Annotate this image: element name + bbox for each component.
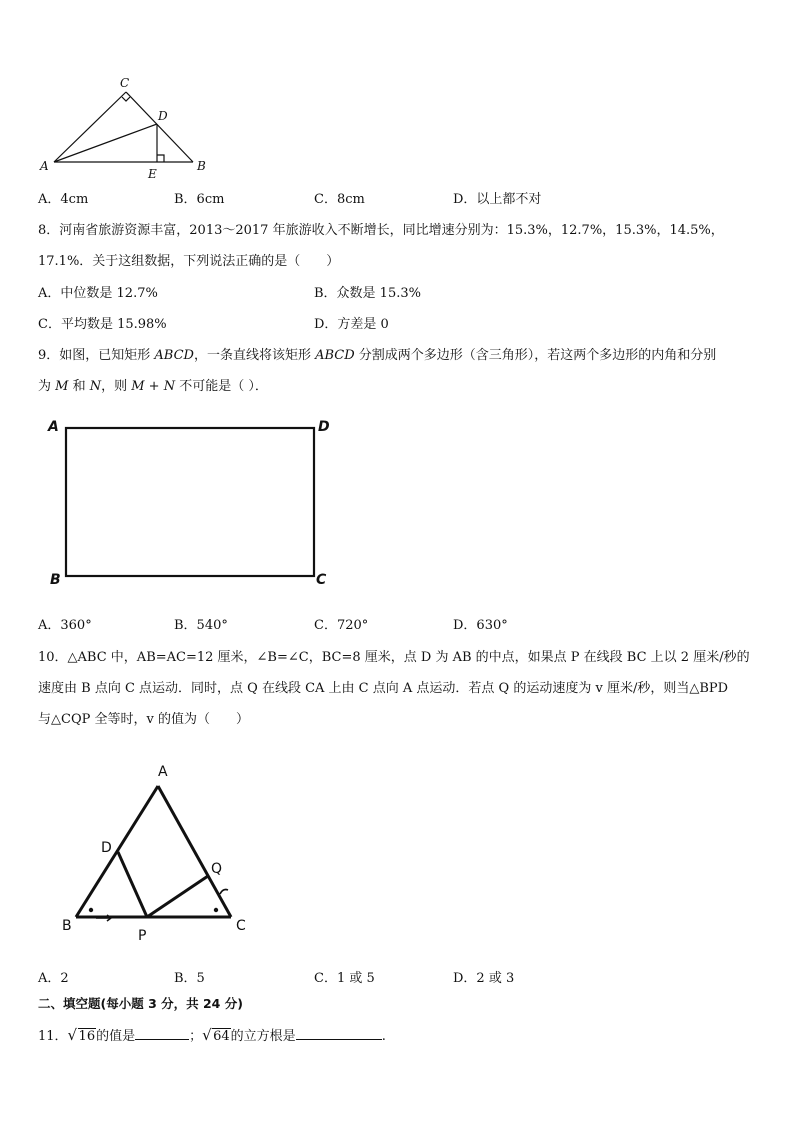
q11-stem xyxy=(38,1025,386,1044)
q7-label-a: A xyxy=(40,159,49,173)
q10-option-d: D．2 或 3 xyxy=(453,971,515,986)
q9-text: 9．如图，已知矩形 xyxy=(38,348,155,363)
q11-sqrt-16: √ 16 xyxy=(67,1026,96,1044)
q7-option-a: A．4cm xyxy=(38,192,89,207)
q10-stem-line1: 10．△ABC 中，AB=AC=12 厘米，∠B=∠C，BC=8 厘米，点 D 为 AB 的中点，如果点 P 在线段 BC 上以 2 厘米/秒的 xyxy=(38,650,750,665)
q8-option-d: D．方差是 0 xyxy=(314,317,389,332)
q7-option-b: B．6cm xyxy=(174,192,225,207)
q9-text: ，则 xyxy=(101,379,132,394)
q7-label-e: E xyxy=(148,167,157,181)
q10-label-q: Q xyxy=(211,861,223,877)
q9-option-c: C．720° xyxy=(314,618,369,633)
q9-label-a: A xyxy=(48,419,59,435)
q9-var-m: M xyxy=(55,379,69,394)
q10-label-p: P xyxy=(138,928,147,944)
q7-option-c: C．8cm xyxy=(314,192,365,207)
q11-blank-1[interactable] xyxy=(135,1027,189,1040)
q10-stem-line3: 与△CQP 全等时，v 的值为（ ） xyxy=(38,712,249,727)
q9-stem-line1 xyxy=(38,344,716,363)
q9-text: ，一条直线将该矩形 xyxy=(193,348,316,363)
q8-option-a: A．中位数是 12.7% xyxy=(38,286,158,301)
q11-sqrt-64: √ 64 xyxy=(202,1026,230,1044)
q8-option-c: C．平均数是 15.98% xyxy=(38,317,167,332)
q11-text1: 的值是 xyxy=(96,1029,136,1044)
q7-label-d: D xyxy=(158,109,168,123)
q10-option-c: C．1 或 5 xyxy=(314,971,375,986)
q9-stem-line2 xyxy=(38,375,268,394)
q11-blank-2[interactable] xyxy=(296,1027,382,1040)
q9-var-n: N xyxy=(89,379,102,394)
section-heading: 二、填空题(每小题 3 分，共 24 分) xyxy=(38,996,243,1011)
q10-stem-line2: 速度由 B 点向 C 点运动．同时，点 Q 在线段 CA 上由 C 点向 A 点运动．若点 Q 的运动速度为 v 厘米/秒，则当△BPD xyxy=(38,681,729,696)
q9-text: 为 xyxy=(38,379,56,394)
q9-label-c: C xyxy=(316,572,327,588)
q9-text: 不可能是（ ）． xyxy=(175,379,268,394)
q7-label-c: C xyxy=(120,76,130,90)
q8-stem-line1: 8．河南省旅游资源丰富，2013～2017 年旅游收入不断增长，同比增速分别为：15.3%，12.7%，15.3%，14.5%， xyxy=(38,223,724,238)
q7-label-b: B xyxy=(197,159,206,173)
q11-radicand-16: 16 xyxy=(78,1029,96,1044)
q9-option-b: B．540° xyxy=(174,618,228,633)
q10-triangle-figure xyxy=(56,756,266,946)
q11-text2: 的立方根是 xyxy=(230,1029,296,1044)
q9-var: ABCD xyxy=(154,348,194,363)
q11-radicand-64: 64 xyxy=(213,1029,230,1044)
q11-number: 11． xyxy=(38,1029,68,1044)
q7-option-d: D．以上都不对 xyxy=(453,192,542,207)
q9-var: ABCD xyxy=(315,348,355,363)
q10-label-b: B xyxy=(62,918,72,934)
q9-rectangle-figure xyxy=(44,412,344,592)
q9-option-d: D．630° xyxy=(453,618,508,633)
q9-label-b: B xyxy=(50,572,61,588)
q10-option-b: B．5 xyxy=(174,971,205,986)
q9-label-d: D xyxy=(318,419,330,435)
q9-text: 分割成两个多边形（含三角形），若这两个多边形的内角和分别 xyxy=(354,348,717,363)
q9-expr: M + N xyxy=(131,379,176,394)
q11-sep: ； xyxy=(189,1029,203,1044)
q11-end: . xyxy=(381,1029,386,1044)
q9-option-a: A．360° xyxy=(38,618,92,633)
q9-text: 和 xyxy=(68,379,90,394)
q7-triangle-figure xyxy=(36,72,216,182)
q10-label-d: D xyxy=(101,840,112,856)
q8-option-b: B．众数是 15.3% xyxy=(314,286,421,301)
q8-stem-line2: 17.1%．关于这组数据，下列说法正确的是（ ） xyxy=(38,254,340,269)
q10-label-a: A xyxy=(158,764,168,780)
q10-label-c: C xyxy=(236,918,246,934)
q10-option-a: A．2 xyxy=(38,971,69,986)
